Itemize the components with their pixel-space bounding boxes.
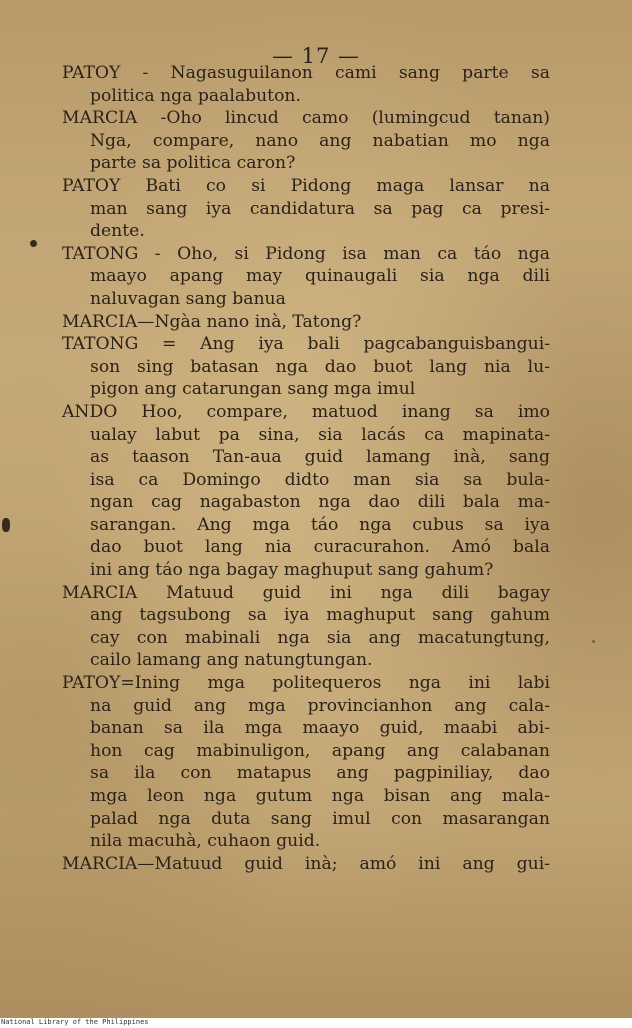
text-line: as taason Tan-aua guid lamang inà, sang: [90, 447, 550, 468]
text-line: politica nga paalabuton.: [90, 85, 301, 106]
dialogue-text: [62, 62, 550, 875]
text-line: maayo apang may quinaugali sia nga dili: [90, 266, 550, 287]
text-line: PATOY - Nagasuguilanon cami sang parte sa: [62, 63, 550, 83]
text-line: isa ca Domingo didto man sia sa bula-: [90, 469, 550, 490]
text-line: naluvagan sang banua: [90, 288, 286, 309]
ink-blot: [30, 240, 37, 247]
text-line: nila macuhà, cuhaon guid.: [90, 831, 321, 852]
text-line: mga leon nga gutum nga bisan ang mala-: [90, 786, 550, 806]
text-line: MARCIA—Matuud guid inà; amó ini ang gui-: [62, 853, 550, 874]
text-line: PATOY=Ining mga politequeros nga ini labi: [62, 673, 550, 694]
text-line: MARCIA -Oho lincud camo (lumingcud tanan): [62, 108, 550, 129]
text-line: PATOY Bati co si Pidong maga lansar na: [62, 175, 550, 196]
text-line: man sang iya candidatura sa pag ca presi-: [90, 198, 550, 219]
ink-blot: [592, 640, 595, 643]
text-line: cailo lamang ang natungtungan.: [90, 650, 373, 671]
text-line: palad nga duta sang imul con masarangan: [90, 808, 550, 829]
page-number: — 17 —: [271, 44, 361, 68]
text-line: ANDO Hoo, compare, matuod inang sa imo: [62, 401, 550, 422]
text-line: ang tagsubong sa iya maghuput sang gahum: [90, 605, 550, 626]
text-line: dente.: [90, 221, 145, 242]
text-line: dao buot lang nia curacurahon. Amó bala: [90, 537, 550, 558]
text-line: hon cag mabinuligon, apang ang calabanan: [90, 740, 550, 761]
text-line: ualay labut pa sina, sia lacás ca mapinata-: [90, 424, 550, 445]
text-line: sa ila con matapus ang pagpiniliay, dao: [90, 763, 550, 784]
text-line: Nga, compare, nano ang nabatian mo nga: [90, 130, 550, 151]
text-line: parte sa politica caron?: [90, 153, 296, 174]
text-line: ngan cag nagabaston nga dao dili bala ma-: [90, 492, 550, 513]
text-line: cay con mabinali nga sia ang macatungtung,: [90, 627, 550, 648]
text-line: son sing batasan nga dao buot lang nia lu-: [90, 356, 550, 377]
text-line: pigon ang catarungan sang mga imul: [90, 379, 416, 400]
text-line: ini ang táo nga bagay maghuput sang gahum?: [90, 560, 494, 581]
text-line: TATONG - Oho, si Pidong isa man ca táo nga: [62, 243, 550, 264]
text-line: na guid ang mga provincianhon ang cala-: [90, 695, 550, 716]
text-line: MARCIA Matuud guid ini nga dili bagay: [62, 582, 550, 603]
text-line: banan sa ila mga maayo guid, maabi abi-: [90, 718, 550, 739]
text-line: sarangan. Ang mga táo nga cubus sa iya: [90, 514, 550, 535]
library-credit: National Library of the Philippines: [1, 1018, 149, 1026]
ink-blot: [2, 518, 10, 532]
text-line: TATONG = Ang iya bali pagcabanguisbangui-: [62, 334, 550, 355]
text-line: MARCIA—Ngàa nano inà, Tatong?: [62, 311, 362, 332]
footer-bar: [0, 1018, 632, 1028]
